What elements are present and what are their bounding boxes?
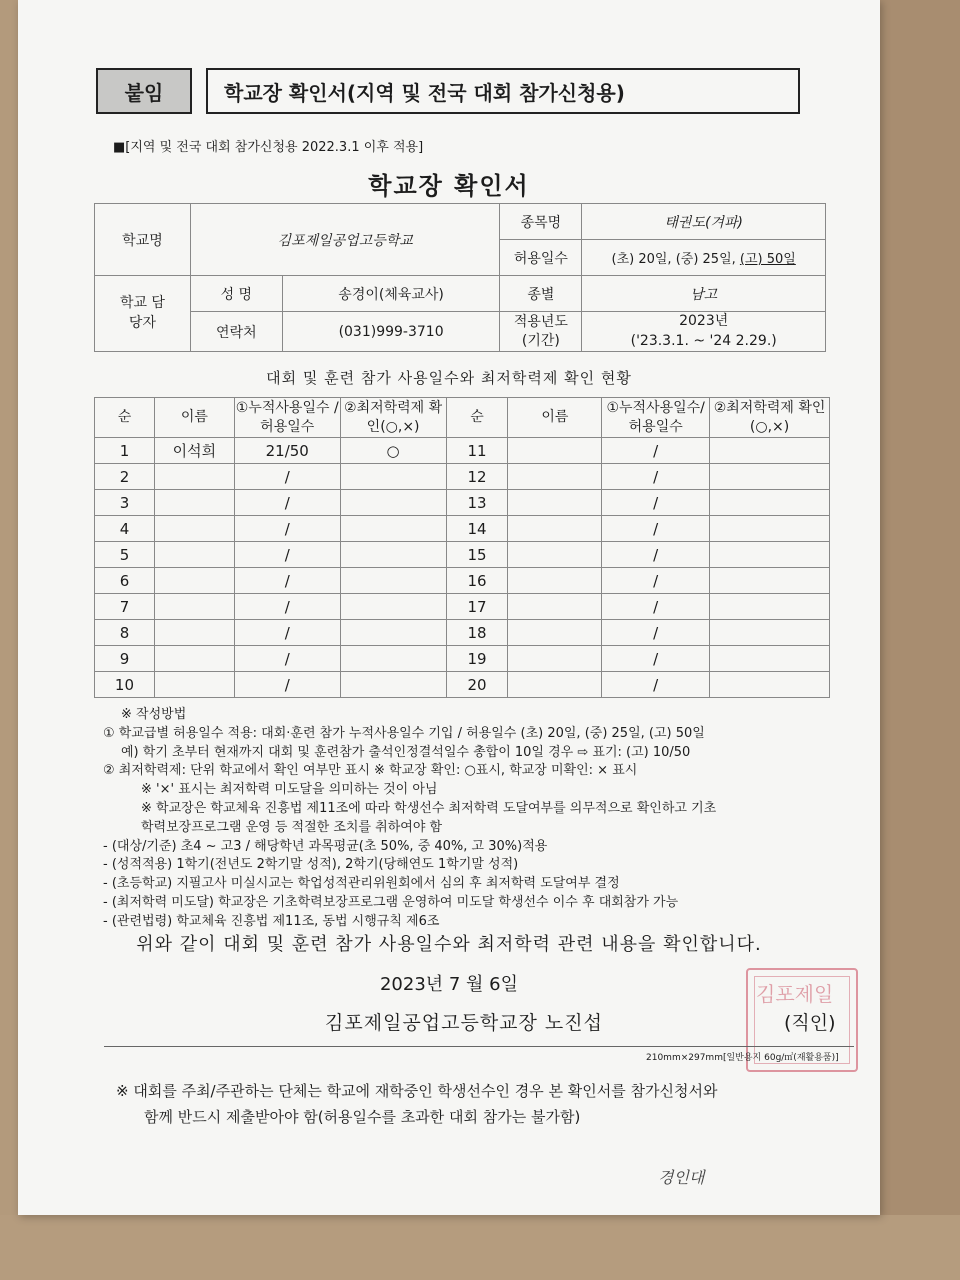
sport-label: 종목명 (500, 204, 582, 240)
cell-days: / (602, 568, 710, 594)
cell-no: 2 (95, 464, 155, 490)
cell-check (710, 568, 830, 594)
section-title: 대회 및 훈련 참가 사용일수와 최저학력제 확인 현황 (266, 369, 632, 387)
cell-check (340, 542, 446, 568)
cell-no: 1 (95, 438, 155, 464)
cell-name (508, 568, 602, 594)
cell-name (154, 620, 234, 646)
method-line: ※ 작성방법 (121, 707, 187, 722)
cell-no: 7 (95, 594, 155, 620)
year-value: 2023년 (679, 313, 729, 329)
table-row (95, 594, 830, 620)
col-days-right: ①누적사용일수/ 허용일수 (602, 398, 710, 438)
cell-no: 3 (95, 490, 155, 516)
background-right (880, 0, 960, 1280)
method-line: - (최저학력 미도달) 학교장은 기초학력보장프로그램 운영하여 미도달 학생선수 이수 후 대회참가 가능 (103, 894, 679, 910)
cell-check (710, 516, 830, 542)
cell-name (508, 620, 602, 646)
cell-days: / (234, 620, 340, 646)
cell-name (508, 672, 602, 698)
cell-name: 이석희 (154, 438, 234, 464)
cell-no: 10 (95, 672, 155, 698)
sport-value: 태권도(겨파) (582, 204, 826, 240)
method-line: ② 최저학력제: 단위 학교에서 확인 여부만 표시 ※ 학교장 확인: ○표시, 학교장 미확인: × 표시 (103, 763, 638, 779)
table-row (95, 516, 830, 542)
col-check-right: ②최저학력제 확인(○,×) (710, 398, 830, 438)
cell-days: / (602, 516, 710, 542)
allowed-days-high: (고) 50일 (739, 252, 796, 267)
cell-no: 5 (95, 542, 155, 568)
confirm-statement: 위와 같이 대회 및 훈련 참가 사용일수와 최저학력 관련 내용을 확인합니다. (136, 934, 762, 955)
cell-no: 20 (446, 672, 508, 698)
table-row (95, 672, 830, 698)
cell-name (154, 464, 234, 490)
document-header (96, 68, 800, 114)
cell-check (710, 490, 830, 516)
cell-name (508, 464, 602, 490)
document-page (18, 0, 880, 1215)
cell-name (154, 672, 234, 698)
cell-days: / (602, 672, 710, 698)
cell-check (340, 516, 446, 542)
cell-days: / (602, 620, 710, 646)
cell-no: 19 (446, 646, 508, 672)
cell-name (508, 646, 602, 672)
cell-no: 9 (95, 646, 155, 672)
cell-days: / (234, 672, 340, 698)
cell-check (710, 672, 830, 698)
method-line: - (관련법령) 학교체육 진흥법 제11조, 동법 시행규칙 제6조 (103, 913, 440, 929)
cell-no: 13 (446, 490, 508, 516)
seal-label: (직인) (784, 1012, 836, 1034)
col-name: 이름 (154, 398, 234, 438)
usage-table-body (95, 438, 830, 698)
cell-no: 18 (446, 620, 508, 646)
cell-days: / (602, 594, 710, 620)
cell-check (340, 490, 446, 516)
seal-text: 김포제일 (756, 982, 834, 1006)
cell-check (340, 646, 446, 672)
table-row (95, 620, 830, 646)
cell-days: / (234, 646, 340, 672)
method-line: 예) 학기 초부터 현재까지 대회 및 훈련참가 출석인정결석일수 총합이 10일 경우 ⇨ 표기: (고) 10/50 (121, 744, 691, 760)
cell-check (710, 542, 830, 568)
cell-check (340, 672, 446, 698)
cell-check (710, 438, 830, 464)
cell-days: / (602, 438, 710, 464)
school-label: 학교명 (95, 204, 191, 276)
cell-check (710, 594, 830, 620)
cell-name (154, 594, 234, 620)
cell-days: / (602, 464, 710, 490)
cell-no: 16 (446, 568, 508, 594)
cell-days: / (234, 594, 340, 620)
category-label: 종별 (500, 276, 582, 312)
col-no-right: 순 (446, 398, 508, 438)
cell-name (508, 490, 602, 516)
col-check: ②최저학력제 확인(○,×) (340, 398, 446, 438)
footer-note (116, 1078, 846, 1130)
col-days: ①누적사용일수 /허용일수 (234, 398, 340, 438)
allowed-days-elem-mid: (초) 20일, (중) 25일, (611, 252, 736, 267)
table-row (95, 490, 830, 516)
table-row (95, 542, 830, 568)
col-no: 순 (95, 398, 155, 438)
handwritten-signature: 경인대 (658, 1168, 705, 1187)
cell-name (508, 594, 602, 620)
officer-label: 학교 담당자 (95, 276, 191, 352)
col-name-right: 이름 (508, 398, 602, 438)
cell-no: 12 (446, 464, 508, 490)
contact-value: (031)999-3710 (282, 312, 500, 352)
cell-name (154, 542, 234, 568)
cell-check (340, 620, 446, 646)
cell-days: / (234, 516, 340, 542)
method-line: ① 학교급별 허용일수 적용: 대회·훈련 참가 누적사용일수 기입 / 허용일수 (초) 20일, (중) 25일, (고) 50일 (103, 725, 705, 741)
cell-check (340, 464, 446, 490)
cell-days: / (602, 542, 710, 568)
cell-days: / (234, 490, 340, 516)
category-value: 남고 (582, 276, 826, 312)
instructions (103, 706, 873, 932)
principal-name: 김포제일공업고등학교장 노진섭 (325, 1012, 603, 1034)
cell-name (154, 490, 234, 516)
school-value: 김포제일공업고등학교 (190, 204, 500, 276)
attachment-tag: 붙임 (96, 68, 192, 114)
cell-check (710, 620, 830, 646)
cell-name (508, 542, 602, 568)
method-line: ※ 학교장은 학교체육 진흥법 제11조에 따라 학생선수 최저학력 도달여부를 의무적으로 확인하고 기초 (141, 800, 717, 816)
method-line: 학력보장프로그램 운영 등 적절한 조치를 취하여야 함 (141, 819, 443, 835)
allowed-days-label: 허용일수 (500, 240, 582, 276)
cell-no: 6 (95, 568, 155, 594)
scope-note: ■[지역 및 전국 대회 참가신청용 2022.3.1 이후 적용] (113, 140, 424, 155)
cell-no: 8 (95, 620, 155, 646)
cell-days: / (602, 490, 710, 516)
cell-days: / (234, 542, 340, 568)
table-row (95, 646, 830, 672)
cell-name (154, 516, 234, 542)
allowed-days-value (582, 240, 826, 276)
table-row (95, 438, 830, 464)
cell-check (710, 646, 830, 672)
cell-days: 21/50 (234, 438, 340, 464)
year-label: 적용년도 (기간) (500, 312, 582, 352)
divider (104, 1046, 854, 1047)
cell-no: 15 (446, 542, 508, 568)
background-bottom (0, 1215, 960, 1280)
paper-spec: 210mm×297mm[일반용지 60g/㎡(재활용품)] (646, 1053, 839, 1063)
issue-date: 2023년 7 월 6일 (379, 974, 519, 995)
cell-check: ○ (340, 438, 446, 464)
usage-table (94, 397, 830, 698)
info-table (94, 203, 826, 352)
contact-label: 연락처 (190, 312, 282, 352)
name-value: 송경이(체육교사) (282, 276, 500, 312)
method-line: ※ '×' 표시는 최저학력 미도달을 의미하는 것이 아님 (141, 782, 438, 798)
cell-name (154, 646, 234, 672)
cell-days: / (234, 568, 340, 594)
cell-name (154, 568, 234, 594)
cell-check (340, 568, 446, 594)
cell-days: / (602, 646, 710, 672)
cell-check (710, 464, 830, 490)
page-title: 학교장 확인서 (368, 172, 530, 200)
year-value-cell (582, 312, 826, 352)
cell-days: / (234, 464, 340, 490)
cell-no: 11 (446, 438, 508, 464)
cell-no: 17 (446, 594, 508, 620)
method-line: - (성적적용) 1학기(전년도 2학기말 성적), 2학기(당해연도 1학기말 성적) (103, 857, 519, 873)
cell-no: 4 (95, 516, 155, 542)
cell-name (508, 438, 602, 464)
method-line: - (대상/기준) 초4 ~ 고3 / 해당학년 과목평균(초 50%, 중 40%, 고 30%)적용 (103, 838, 548, 854)
cell-check (340, 594, 446, 620)
footer-note-line-1: ※ 대회를 주최/주관하는 단체는 학교에 재학중인 학생선수인 경우 본 확인서를 참가신청서와 (116, 1082, 718, 1100)
method-line: - (초등학교) 지필고사 미실시교는 학업성적관리위원회에서 심의 후 최저학력 도달여부 결정 (103, 876, 620, 892)
cell-no: 14 (446, 516, 508, 542)
header-title: 학교장 확인서(지역 및 전국 대회 참가신청용) (206, 68, 800, 114)
table-row (95, 464, 830, 490)
period-value: ('23.3.1. ~ '24 2.29.) (630, 332, 777, 349)
name-label: 성 명 (190, 276, 282, 312)
table-row (95, 568, 830, 594)
cell-name (508, 516, 602, 542)
footer-note-line-2: 함께 반드시 제출받아야 함(허용일수를 초과한 대회 참가는 불가함) (144, 1108, 581, 1126)
